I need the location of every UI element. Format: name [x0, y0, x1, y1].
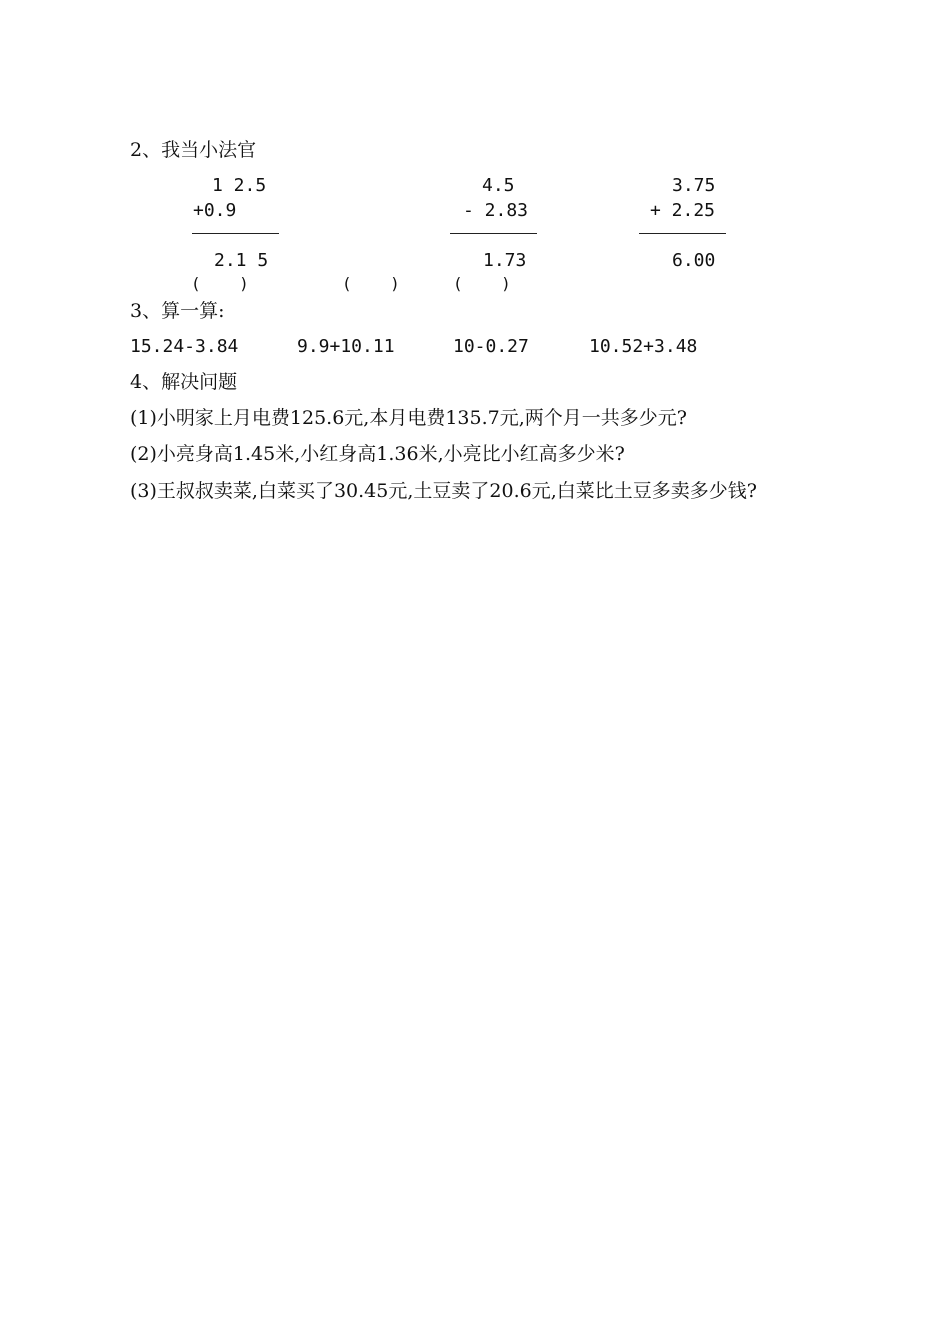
section-2-title: 2、我当小法官 — [130, 139, 257, 161]
problem-3-rule — [639, 233, 726, 234]
problem-3-answer-paren: ( ) — [453, 274, 511, 293]
expression-1: 15.24-3.84 — [130, 336, 239, 357]
question-2: (2)小亮身高1.45米,小红身高1.36米,小亮比小红高多少米? — [130, 443, 625, 465]
problem-1-result: 2.1 5 — [214, 250, 269, 271]
problem-3-top: 3.75 — [672, 175, 716, 196]
problem-1-operand: +0.9 — [193, 200, 237, 221]
problem-2-top: 4.5 — [482, 175, 515, 196]
problem-2-result: 1.73 — [483, 250, 527, 271]
problem-1-answer-paren: ( ) — [191, 274, 249, 293]
problem-2-answer-paren: ( ) — [342, 274, 400, 293]
problem-2-operand: - 2.83 — [463, 200, 529, 221]
expression-3: 10-0.27 — [453, 336, 529, 357]
problem-2-rule — [450, 233, 537, 234]
problem-1-rule — [192, 233, 279, 234]
problem-3-operand: + 2.25 — [650, 200, 716, 221]
expression-2: 9.9+10.11 — [297, 336, 395, 357]
section-4-title: 4、解决问题 — [130, 371, 238, 393]
expression-4: 10.52+3.48 — [589, 336, 698, 357]
problem-1-top: 1 2.5 — [212, 175, 267, 196]
section-3-title: 3、算一算: — [130, 300, 225, 322]
question-1: (1)小明家上月电费125.6元,本月电费135.7元,两个月一共多少元? — [130, 407, 687, 429]
problem-3-result: 6.00 — [672, 250, 716, 271]
question-3: (3)王叔叔卖菜,白菜买了30.45元,土豆卖了20.6元,白菜比土豆多卖多少钱? — [130, 480, 757, 502]
